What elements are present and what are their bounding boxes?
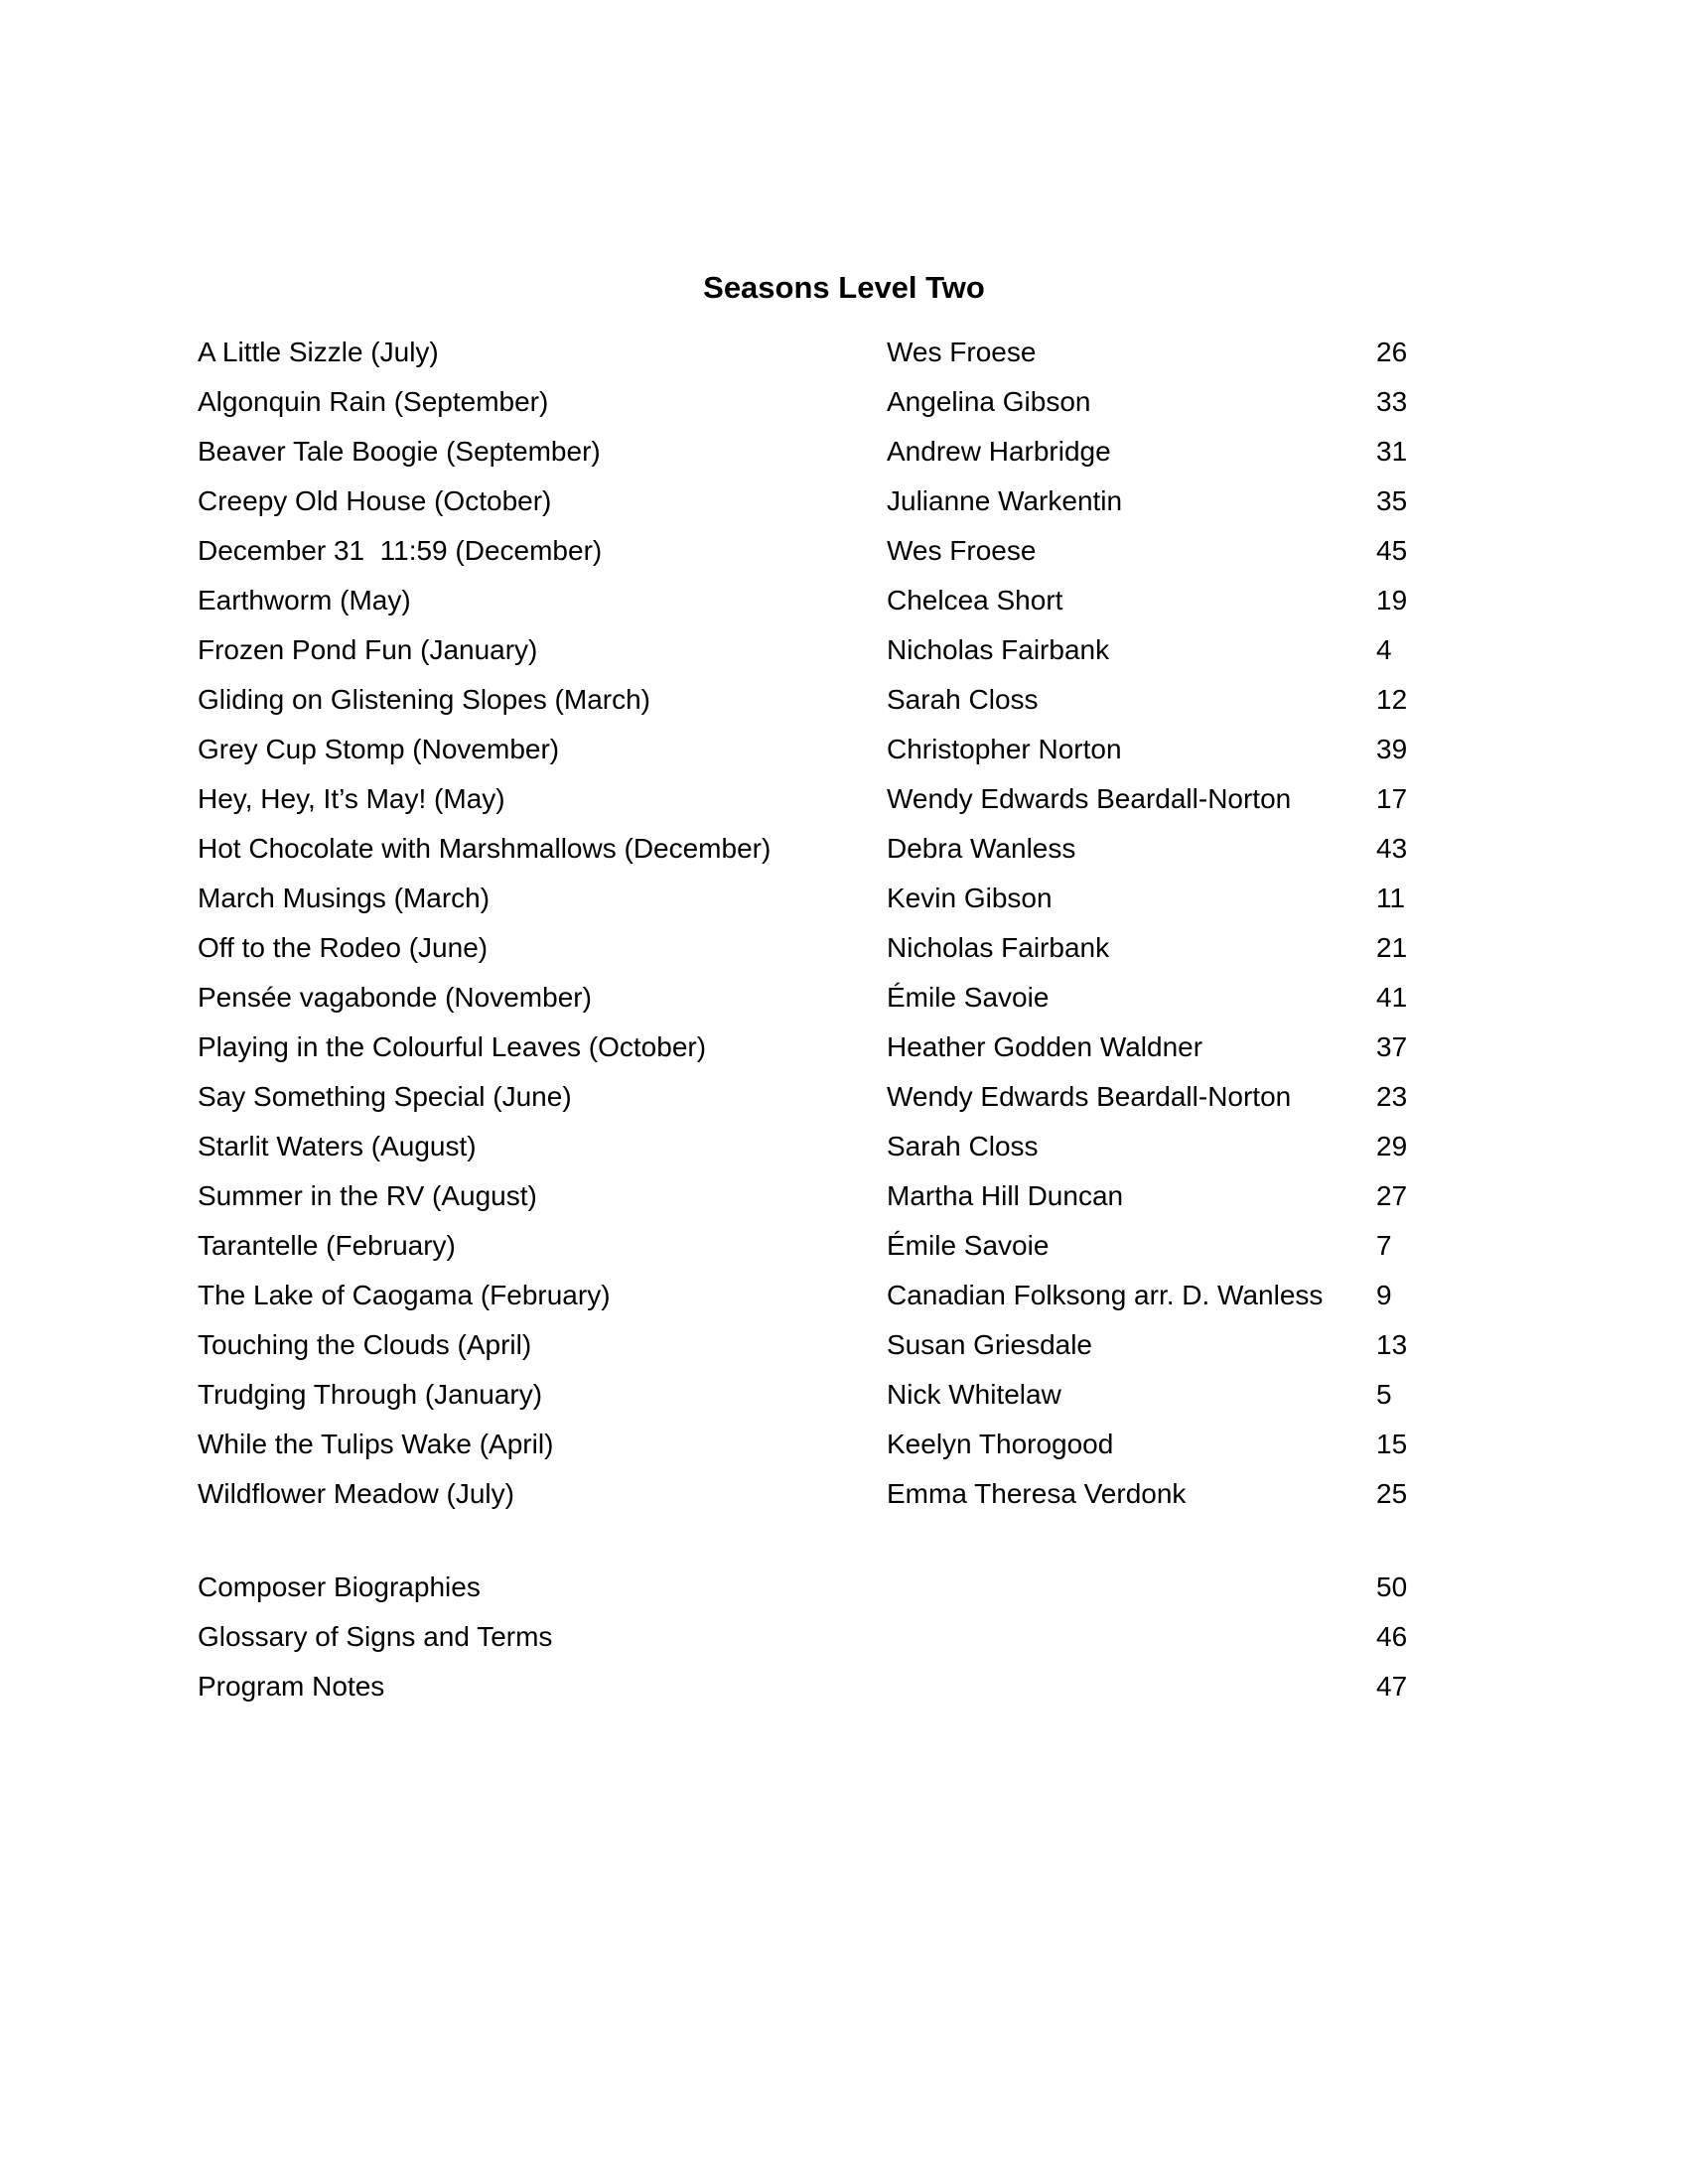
- piece-title: December 31 11:59 (December): [198, 535, 603, 566]
- page-title: Seasons Level Two: [703, 270, 985, 305]
- piece-title: March Musings (March): [198, 883, 491, 913]
- piece-title: Wildflower Meadow (July): [198, 1478, 514, 1509]
- piece-title: Off to the Rodeo (June): [198, 932, 489, 963]
- appendix-title: Glossary of Signs and Terms: [198, 1621, 553, 1652]
- page-number: 37: [1376, 1031, 1408, 1062]
- page-number: 27: [1376, 1180, 1408, 1211]
- page-number: 21: [1376, 932, 1408, 963]
- composer-name: Angelina Gibson: [887, 386, 1091, 417]
- page-number: 25: [1376, 1478, 1408, 1509]
- page-number: 13: [1376, 1329, 1408, 1360]
- toc-row: [0, 1122, 1688, 1171]
- composer-name: Wes Froese: [887, 337, 1037, 367]
- piece-title: Hot Chocolate with Marshmallows (December): [198, 833, 772, 864]
- page-number: 29: [1376, 1131, 1408, 1161]
- piece-title: While the Tulips Wake (April): [198, 1429, 554, 1459]
- composer-name: Julianne Warkentin: [887, 485, 1123, 516]
- toc-row: [0, 1023, 1688, 1072]
- composer-name: Sarah Closs: [887, 684, 1039, 715]
- piece-title: Trudging Through (January): [198, 1379, 543, 1410]
- toc-row: [0, 576, 1688, 625]
- composer-name: Sarah Closs: [887, 1131, 1039, 1161]
- composer-name: Heather Godden Waldner: [887, 1031, 1203, 1062]
- composer-name: Susan Griesdale: [887, 1329, 1093, 1360]
- toc-row: [0, 725, 1688, 774]
- toc-row: [0, 874, 1688, 923]
- page-number: 23: [1376, 1081, 1408, 1112]
- composer-name: Wendy Edwards Beardall-Norton: [887, 783, 1292, 814]
- toc-row: [0, 774, 1688, 824]
- appendix-title: Program Notes: [198, 1671, 385, 1702]
- toc-row: [0, 1320, 1688, 1370]
- page-number: 17: [1376, 783, 1408, 814]
- appendix-row: [0, 1612, 1688, 1662]
- piece-title: Playing in the Colourful Leaves (October): [198, 1031, 707, 1062]
- piece-title: Earthworm (May): [198, 585, 411, 615]
- piece-title: Tarantelle (February): [198, 1230, 456, 1261]
- composer-name: Keelyn Thorogood: [887, 1429, 1114, 1459]
- composer-name: Nicholas Fairbank: [887, 932, 1110, 963]
- toc-row: [0, 1221, 1688, 1271]
- piece-title: Creepy Old House (October): [198, 485, 552, 516]
- composer-name: Canadian Folksong arr. D. Wanless: [887, 1280, 1324, 1310]
- toc-row: [0, 328, 1688, 377]
- composer-name: Nick Whitelaw: [887, 1379, 1061, 1410]
- page-number: 43: [1376, 833, 1408, 864]
- toc-row: [0, 526, 1688, 576]
- table-of-contents: [0, 328, 1688, 1519]
- toc-row: [0, 923, 1688, 973]
- page-number: 50: [1376, 1571, 1408, 1602]
- composer-name: Debra Wanless: [887, 833, 1076, 864]
- page-number: 47: [1376, 1671, 1408, 1702]
- composer-name: Wes Froese: [887, 535, 1037, 566]
- toc-row: [0, 427, 1688, 477]
- composer-name: Christopher Norton: [887, 734, 1122, 764]
- composer-name: Wendy Edwards Beardall-Norton: [887, 1081, 1292, 1112]
- page-number: 33: [1376, 386, 1408, 417]
- composer-name: Émile Savoie: [887, 1230, 1050, 1261]
- piece-title: The Lake of Caogama (February): [198, 1280, 611, 1310]
- toc-row: [0, 1271, 1688, 1320]
- piece-title: Gliding on Glistening Slopes (March): [198, 684, 650, 715]
- piece-title: Beaver Tale Boogie (September): [198, 436, 601, 467]
- page-number: 4: [1376, 634, 1392, 665]
- composer-name: Kevin Gibson: [887, 883, 1053, 913]
- composer-name: Emma Theresa Verdonk: [887, 1478, 1187, 1509]
- page-number: 9: [1376, 1280, 1392, 1310]
- composer-name: Martha Hill Duncan: [887, 1180, 1124, 1211]
- page-number: 11: [1376, 883, 1406, 913]
- composer-name: Chelcea Short: [887, 585, 1063, 615]
- toc-row: [0, 1171, 1688, 1221]
- page-number: 12: [1376, 684, 1408, 715]
- page-number: 26: [1376, 337, 1408, 367]
- piece-title: Say Something Special (June): [198, 1081, 572, 1112]
- page-number: 7: [1376, 1230, 1392, 1261]
- piece-title: Summer in the RV (August): [198, 1180, 537, 1211]
- page-number: 15: [1376, 1429, 1408, 1459]
- page-number: 5: [1376, 1379, 1392, 1410]
- page-number: 45: [1376, 535, 1408, 566]
- toc-row: [0, 973, 1688, 1023]
- piece-title: Touching the Clouds (April): [198, 1329, 532, 1360]
- piece-title: Hey, Hey, It’s May! (May): [198, 783, 505, 814]
- toc-row: [0, 1469, 1688, 1519]
- page-number: 46: [1376, 1621, 1408, 1652]
- toc-row: [0, 1370, 1688, 1420]
- page-number: 39: [1376, 734, 1408, 764]
- appendix-title: Composer Biographies: [198, 1571, 481, 1602]
- toc-row: [0, 824, 1688, 874]
- piece-title: A Little Sizzle (July): [198, 337, 439, 367]
- piece-title: Starlit Waters (August): [198, 1131, 477, 1161]
- composer-name: Nicholas Fairbank: [887, 634, 1110, 665]
- appendix-row: [0, 1662, 1688, 1711]
- piece-title: Pensée vagabonde (November): [198, 982, 592, 1013]
- page-number: 31: [1376, 436, 1408, 467]
- composer-name: Émile Savoie: [887, 982, 1050, 1013]
- piece-title: Frozen Pond Fun (January): [198, 634, 538, 665]
- appendix-row: [0, 1563, 1688, 1612]
- toc-row: [0, 1072, 1688, 1122]
- toc-row: [0, 625, 1688, 675]
- piece-title: Algonquin Rain (September): [198, 386, 549, 417]
- page-number: 41: [1376, 982, 1408, 1013]
- page-number: 35: [1376, 485, 1408, 516]
- appendix-list: [0, 1563, 1688, 1711]
- toc-row: [0, 477, 1688, 526]
- page-number: 19: [1376, 585, 1408, 615]
- piece-title: Grey Cup Stomp (November): [198, 734, 560, 764]
- toc-row: [0, 1420, 1688, 1469]
- toc-row: [0, 377, 1688, 427]
- composer-name: Andrew Harbridge: [887, 436, 1111, 467]
- toc-row: [0, 675, 1688, 725]
